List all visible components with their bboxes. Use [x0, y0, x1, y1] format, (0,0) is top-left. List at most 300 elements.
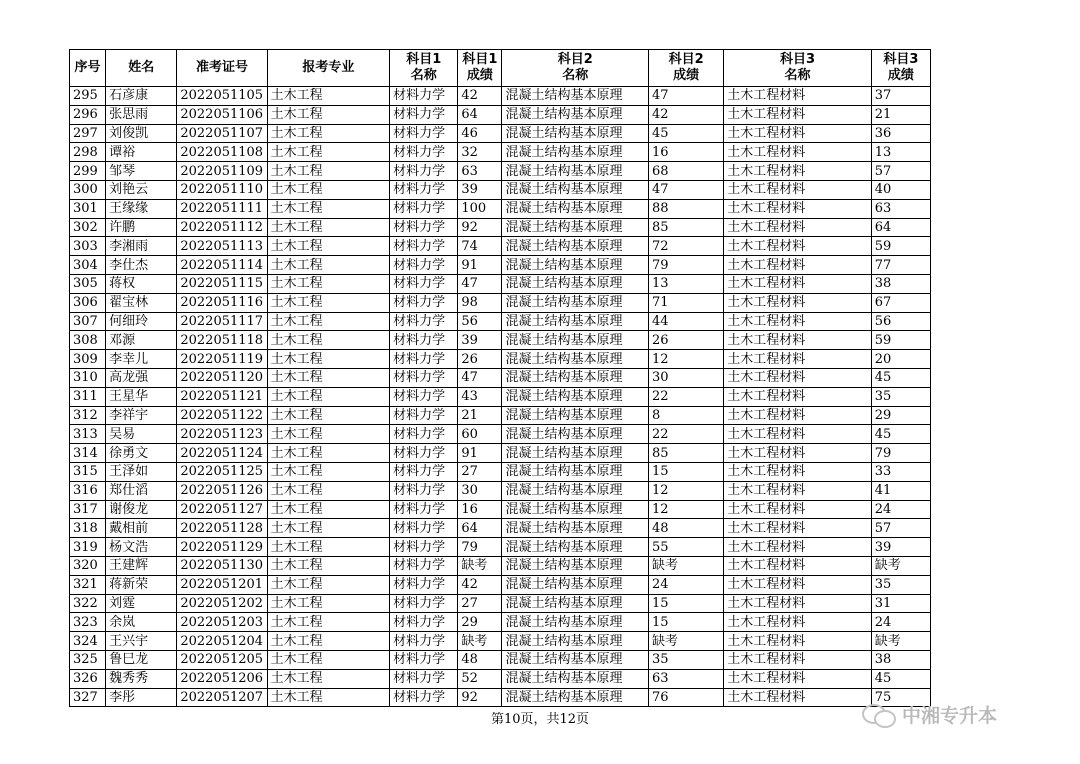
table-cell: 2022051204: [177, 632, 267, 651]
table-cell: 68: [648, 162, 723, 181]
table-cell: 55: [648, 538, 723, 557]
table-cell: 土木工程: [267, 256, 389, 275]
table-cell: 24: [871, 500, 930, 519]
table-cell: 326: [70, 669, 106, 688]
table-cell: 12: [648, 500, 723, 519]
table-cell: 37: [871, 87, 930, 106]
table-cell: 26: [648, 331, 723, 350]
table-cell: 327: [70, 688, 106, 707]
table-cell: 材料力学: [390, 199, 458, 218]
table-cell: 土木工程材料: [724, 350, 872, 369]
table-cell: 材料力学: [390, 312, 458, 331]
table-cell: 土木工程材料: [724, 274, 872, 293]
table-cell: 27: [458, 462, 502, 481]
table-cell: 298: [70, 143, 106, 162]
table-cell: 土木工程: [267, 218, 389, 237]
table-cell: 35: [871, 387, 930, 406]
table-cell: 46: [458, 124, 502, 143]
table-cell: 土木工程材料: [724, 293, 872, 312]
column-header: 报考专业: [267, 50, 389, 87]
table-cell: 土木工程材料: [724, 143, 872, 162]
table-cell: 材料力学: [390, 274, 458, 293]
table-cell: 混凝土结构基本原理: [502, 575, 649, 594]
table-cell: 2022051114: [177, 256, 267, 275]
table-cell: 土木工程: [267, 143, 389, 162]
table-cell: 47: [648, 87, 723, 106]
table-header-row: [70, 50, 931, 87]
table-cell: 翟宝林: [106, 293, 177, 312]
table-cell: 64: [458, 519, 502, 538]
table-cell: 郑仕滔: [106, 481, 177, 500]
table-cell: 土木工程: [267, 444, 389, 463]
table-cell: 材料力学: [390, 124, 458, 143]
table-cell: 8: [648, 406, 723, 425]
table-cell: 土木工程: [267, 538, 389, 557]
table-cell: 39: [871, 538, 930, 557]
table-cell: 混凝土结构基本原理: [502, 444, 649, 463]
table-cell: 土木工程: [267, 669, 389, 688]
table-cell: 材料力学: [390, 425, 458, 444]
table-cell: 2022051129: [177, 538, 267, 557]
table-row: [70, 256, 931, 275]
table-cell: 材料力学: [390, 613, 458, 632]
table-cell: 48: [648, 519, 723, 538]
table-cell: 土木工程: [267, 481, 389, 500]
table-cell: 许鹏: [106, 218, 177, 237]
table-cell: 刘俊凯: [106, 124, 177, 143]
column-header: 科目2 成绩: [648, 50, 723, 87]
table-cell: 戴相前: [106, 519, 177, 538]
table-cell: 混凝土结构基本原理: [502, 462, 649, 481]
table-cell: 45: [871, 669, 930, 688]
table-cell: 79: [648, 256, 723, 275]
table-cell: 92: [458, 218, 502, 237]
table-cell: 土木工程材料: [724, 444, 872, 463]
table-cell: 38: [871, 650, 930, 669]
table-cell: 12: [648, 350, 723, 369]
table-cell: 土木工程材料: [724, 500, 872, 519]
table-cell: 16: [648, 143, 723, 162]
table-cell: 2022051105: [177, 87, 267, 106]
table-cell: 混凝土结构基本原理: [502, 650, 649, 669]
table-cell: 2022051116: [177, 293, 267, 312]
table-cell: 2022051112: [177, 218, 267, 237]
table-cell: 土木工程材料: [724, 331, 872, 350]
table-cell: 59: [871, 237, 930, 256]
table-cell: 缺考: [871, 556, 930, 575]
table-cell: 材料力学: [390, 406, 458, 425]
table-cell: 何细玲: [106, 312, 177, 331]
table-cell: 李彤: [106, 688, 177, 707]
table-row: [70, 105, 931, 124]
table-cell: 土木工程: [267, 124, 389, 143]
table-row: [70, 124, 931, 143]
table-cell: 高龙强: [106, 368, 177, 387]
table-cell: 56: [871, 312, 930, 331]
table-cell: 土木工程: [267, 632, 389, 651]
table-cell: 92: [458, 688, 502, 707]
table-cell: 混凝土结构基本原理: [502, 688, 649, 707]
table-cell: 土木工程: [267, 500, 389, 519]
table-cell: 91: [458, 256, 502, 275]
table-cell: 蒋权: [106, 274, 177, 293]
table-cell: 67: [871, 293, 930, 312]
table-cell: 土木工程材料: [724, 124, 872, 143]
table-cell: 15: [648, 613, 723, 632]
table-cell: 土木工程材料: [724, 519, 872, 538]
table-cell: 2022051125: [177, 462, 267, 481]
table-cell: 2022051130: [177, 556, 267, 575]
table-cell: 混凝土结构基本原理: [502, 143, 649, 162]
table-cell: 27: [458, 594, 502, 613]
table-cell: 土木工程: [267, 199, 389, 218]
table-cell: 土木工程材料: [724, 87, 872, 106]
table-cell: 混凝土结构基本原理: [502, 256, 649, 275]
table-row: [70, 350, 931, 369]
table-cell: 土木工程: [267, 406, 389, 425]
table-cell: 土木工程材料: [724, 256, 872, 275]
table-row: [70, 387, 931, 406]
table-cell: 29: [871, 406, 930, 425]
table-cell: 石彦康: [106, 87, 177, 106]
table-cell: 44: [648, 312, 723, 331]
table-cell: 材料力学: [390, 538, 458, 557]
table-cell: 2022051115: [177, 274, 267, 293]
table-cell: 材料力学: [390, 162, 458, 181]
table-cell: 土木工程材料: [724, 538, 872, 557]
table-cell: 材料力学: [390, 237, 458, 256]
table-cell: 13: [871, 143, 930, 162]
table-cell: 材料力学: [390, 444, 458, 463]
table-cell: 45: [648, 124, 723, 143]
table-cell: 85: [648, 218, 723, 237]
table-cell: 土木工程: [267, 274, 389, 293]
table-cell: 缺考: [648, 632, 723, 651]
table-cell: 2022051206: [177, 669, 267, 688]
table-cell: 混凝土结构基本原理: [502, 556, 649, 575]
table-cell: 材料力学: [390, 669, 458, 688]
table-cell: 余岚: [106, 613, 177, 632]
table-cell: 材料力学: [390, 462, 458, 481]
table-cell: 土木工程材料: [724, 688, 872, 707]
table-row: [70, 444, 931, 463]
table-cell: 材料力学: [390, 500, 458, 519]
table-cell: 土木工程材料: [724, 425, 872, 444]
table-cell: 2022051120: [177, 368, 267, 387]
table-cell: 鲁巳龙: [106, 650, 177, 669]
table-cell: 材料力学: [390, 87, 458, 106]
table-row: [70, 143, 931, 162]
table-cell: 39: [458, 180, 502, 199]
table-cell: 24: [648, 575, 723, 594]
table-cell: 土木工程材料: [724, 312, 872, 331]
table-cell: 土木工程: [267, 556, 389, 575]
table-cell: 2022051109: [177, 162, 267, 181]
table-cell: 混凝土结构基本原理: [502, 105, 649, 124]
table-cell: 土木工程: [267, 519, 389, 538]
table-cell: 311: [70, 387, 106, 406]
table-row: [70, 425, 931, 444]
table-cell: 混凝土结构基本原理: [502, 199, 649, 218]
table-cell: 76: [648, 688, 723, 707]
table-cell: 43: [458, 387, 502, 406]
table-cell: 材料力学: [390, 632, 458, 651]
table-cell: 42: [458, 575, 502, 594]
column-header: 科目3 名称: [724, 50, 872, 87]
table-cell: 土木工程材料: [724, 594, 872, 613]
table-cell: 土木工程材料: [724, 556, 872, 575]
table-cell: 38: [871, 274, 930, 293]
table-cell: 材料力学: [390, 387, 458, 406]
table-cell: 材料力学: [390, 256, 458, 275]
table-cell: 土木工程材料: [724, 387, 872, 406]
table-cell: 88: [648, 199, 723, 218]
table-cell: 313: [70, 425, 106, 444]
table-row: [70, 312, 931, 331]
table-cell: 77: [871, 256, 930, 275]
table-cell: 土木工程材料: [724, 105, 872, 124]
table-row: [70, 538, 931, 557]
column-header: 科目1 成绩: [458, 50, 502, 87]
table-cell: 土木工程: [267, 425, 389, 444]
table-cell: 75: [871, 688, 930, 707]
table-cell: 98: [458, 293, 502, 312]
table-cell: 71: [648, 293, 723, 312]
table-row: [70, 519, 931, 538]
table-cell: 15: [648, 462, 723, 481]
table-cell: 土木工程材料: [724, 218, 872, 237]
table-cell: 土木工程材料: [724, 669, 872, 688]
table-cell: 314: [70, 444, 106, 463]
column-header: 准考证号: [177, 50, 267, 87]
table-cell: 土木工程材料: [724, 406, 872, 425]
table-cell: 24: [871, 613, 930, 632]
table-cell: 303: [70, 237, 106, 256]
table-cell: 312: [70, 406, 106, 425]
table-cell: 31: [871, 594, 930, 613]
table-cell: 307: [70, 312, 106, 331]
table-cell: 混凝土结构基本原理: [502, 237, 649, 256]
table-cell: 21: [871, 105, 930, 124]
table-row: [70, 481, 931, 500]
table-cell: 2022051119: [177, 350, 267, 369]
table-cell: 45: [871, 368, 930, 387]
table-cell: 李祥宇: [106, 406, 177, 425]
table-cell: 300: [70, 180, 106, 199]
table-cell: 85: [648, 444, 723, 463]
table-cell: 304: [70, 256, 106, 275]
table-cell: 蒋新荣: [106, 575, 177, 594]
table-cell: 土木工程: [267, 350, 389, 369]
table-cell: 材料力学: [390, 688, 458, 707]
table-cell: 土木工程材料: [724, 237, 872, 256]
table-cell: 315: [70, 462, 106, 481]
table-cell: 39: [458, 331, 502, 350]
table-cell: 42: [458, 87, 502, 106]
table-cell: 2022051117: [177, 312, 267, 331]
table-cell: 2022051108: [177, 143, 267, 162]
table-cell: 310: [70, 368, 106, 387]
table-cell: 41: [871, 481, 930, 500]
table-cell: 混凝土结构基本原理: [502, 519, 649, 538]
table-cell: 47: [648, 180, 723, 199]
table-cell: 混凝土结构基本原理: [502, 331, 649, 350]
table-cell: 土木工程: [267, 180, 389, 199]
table-cell: 57: [871, 519, 930, 538]
table-row: [70, 237, 931, 256]
table-row: [70, 180, 931, 199]
table-cell: 混凝土结构基本原理: [502, 500, 649, 519]
table-cell: 谭裕: [106, 143, 177, 162]
table-cell: 297: [70, 124, 106, 143]
table-cell: 材料力学: [390, 218, 458, 237]
table-cell: 邹琴: [106, 162, 177, 181]
table-cell: 土木工程材料: [724, 481, 872, 500]
table-cell: 100: [458, 199, 502, 218]
table-cell: 王建辉: [106, 556, 177, 575]
table-row: [70, 669, 931, 688]
table-cell: 308: [70, 331, 106, 350]
table-cell: 22: [648, 387, 723, 406]
table-cell: 缺考: [648, 556, 723, 575]
table-cell: 土木工程材料: [724, 575, 872, 594]
table-row: [70, 406, 931, 425]
table-row: [70, 87, 931, 106]
table-cell: 刘艳云: [106, 180, 177, 199]
watermark-text: 中湘专升本: [902, 704, 998, 727]
table-cell: 缺考: [871, 632, 930, 651]
table-cell: 土木工程: [267, 162, 389, 181]
table-cell: 63: [458, 162, 502, 181]
table-cell: 材料力学: [390, 293, 458, 312]
table-cell: 74: [458, 237, 502, 256]
table-cell: 320: [70, 556, 106, 575]
table-cell: 土木工程材料: [724, 650, 872, 669]
table-row: [70, 632, 931, 651]
table-cell: 土木工程: [267, 105, 389, 124]
table-cell: 2022051128: [177, 519, 267, 538]
score-table: [69, 49, 931, 707]
table-cell: 谢俊龙: [106, 500, 177, 519]
table-cell: 土木工程: [267, 331, 389, 350]
table-row: [70, 688, 931, 707]
table-cell: 22: [648, 425, 723, 444]
table-cell: 20: [871, 350, 930, 369]
table-cell: 混凝土结构基本原理: [502, 368, 649, 387]
table-cell: 32: [458, 143, 502, 162]
table-row: [70, 594, 931, 613]
table-cell: 混凝土结构基本原理: [502, 538, 649, 557]
table-cell: 323: [70, 613, 106, 632]
table-cell: 土木工程: [267, 387, 389, 406]
table-cell: 李湘雨: [106, 237, 177, 256]
table-cell: 混凝土结构基本原理: [502, 312, 649, 331]
table-cell: 材料力学: [390, 368, 458, 387]
table-cell: 土木工程: [267, 87, 389, 106]
table-cell: 混凝土结构基本原理: [502, 293, 649, 312]
table-cell: 295: [70, 87, 106, 106]
table-cell: 土木工程: [267, 293, 389, 312]
table-cell: 土木工程材料: [724, 613, 872, 632]
table-cell: 混凝土结构基本原理: [502, 162, 649, 181]
table-cell: 张思雨: [106, 105, 177, 124]
table-cell: 63: [871, 199, 930, 218]
table-cell: 混凝土结构基本原理: [502, 387, 649, 406]
table-cell: 35: [871, 575, 930, 594]
table-cell: 72: [648, 237, 723, 256]
table-cell: 魏秀秀: [106, 669, 177, 688]
table-cell: 79: [458, 538, 502, 557]
table-row: [70, 650, 931, 669]
table-cell: 15: [648, 594, 723, 613]
table-cell: 302: [70, 218, 106, 237]
table-cell: 52: [458, 669, 502, 688]
table-cell: 16: [458, 500, 502, 519]
table-cell: 土木工程材料: [724, 632, 872, 651]
table-cell: 2022051107: [177, 124, 267, 143]
table-cell: 材料力学: [390, 143, 458, 162]
table-cell: 36: [871, 124, 930, 143]
table-cell: 2022051126: [177, 481, 267, 500]
table-cell: 2022051205: [177, 650, 267, 669]
table-cell: 混凝土结构基本原理: [502, 425, 649, 444]
table-cell: 40: [871, 180, 930, 199]
table-cell: 混凝土结构基本原理: [502, 87, 649, 106]
table-cell: 王泽如: [106, 462, 177, 481]
table-cell: 59: [871, 331, 930, 350]
table-cell: 材料力学: [390, 481, 458, 500]
table-cell: 王兴宇: [106, 632, 177, 651]
table-cell: 13: [648, 274, 723, 293]
table-cell: 土木工程材料: [724, 180, 872, 199]
table-row: [70, 293, 931, 312]
wechat-icon: [862, 700, 896, 728]
column-header: 科目3 成绩: [871, 50, 930, 87]
table-row: [70, 500, 931, 519]
table-cell: 材料力学: [390, 105, 458, 124]
table-row: [70, 368, 931, 387]
table-cell: 60: [458, 425, 502, 444]
table-cell: 土木工程材料: [724, 199, 872, 218]
table-row: [70, 199, 931, 218]
table-cell: 2022051203: [177, 613, 267, 632]
table-cell: 混凝土结构基本原理: [502, 218, 649, 237]
table-cell: 混凝土结构基本原理: [502, 613, 649, 632]
table-cell: 材料力学: [390, 350, 458, 369]
table-cell: 91: [458, 444, 502, 463]
table-cell: 土木工程: [267, 237, 389, 256]
column-header: 姓名: [106, 50, 177, 87]
table-cell: 309: [70, 350, 106, 369]
table-cell: 土木工程: [267, 650, 389, 669]
page-footer: 第10页，共12页: [490, 712, 590, 727]
table-cell: 材料力学: [390, 556, 458, 575]
table-cell: 321: [70, 575, 106, 594]
table-cell: 土木工程: [267, 312, 389, 331]
table-cell: 缺考: [458, 632, 502, 651]
table-cell: 299: [70, 162, 106, 181]
table-cell: 42: [648, 105, 723, 124]
table-cell: 邓源: [106, 331, 177, 350]
table-cell: 2022051106: [177, 105, 267, 124]
table-cell: 2022051202: [177, 594, 267, 613]
table-cell: 324: [70, 632, 106, 651]
table-cell: 2022051201: [177, 575, 267, 594]
table-cell: 2022051124: [177, 444, 267, 463]
table-cell: 2022051111: [177, 199, 267, 218]
table-cell: 吴易: [106, 425, 177, 444]
table-cell: 缺考: [458, 556, 502, 575]
